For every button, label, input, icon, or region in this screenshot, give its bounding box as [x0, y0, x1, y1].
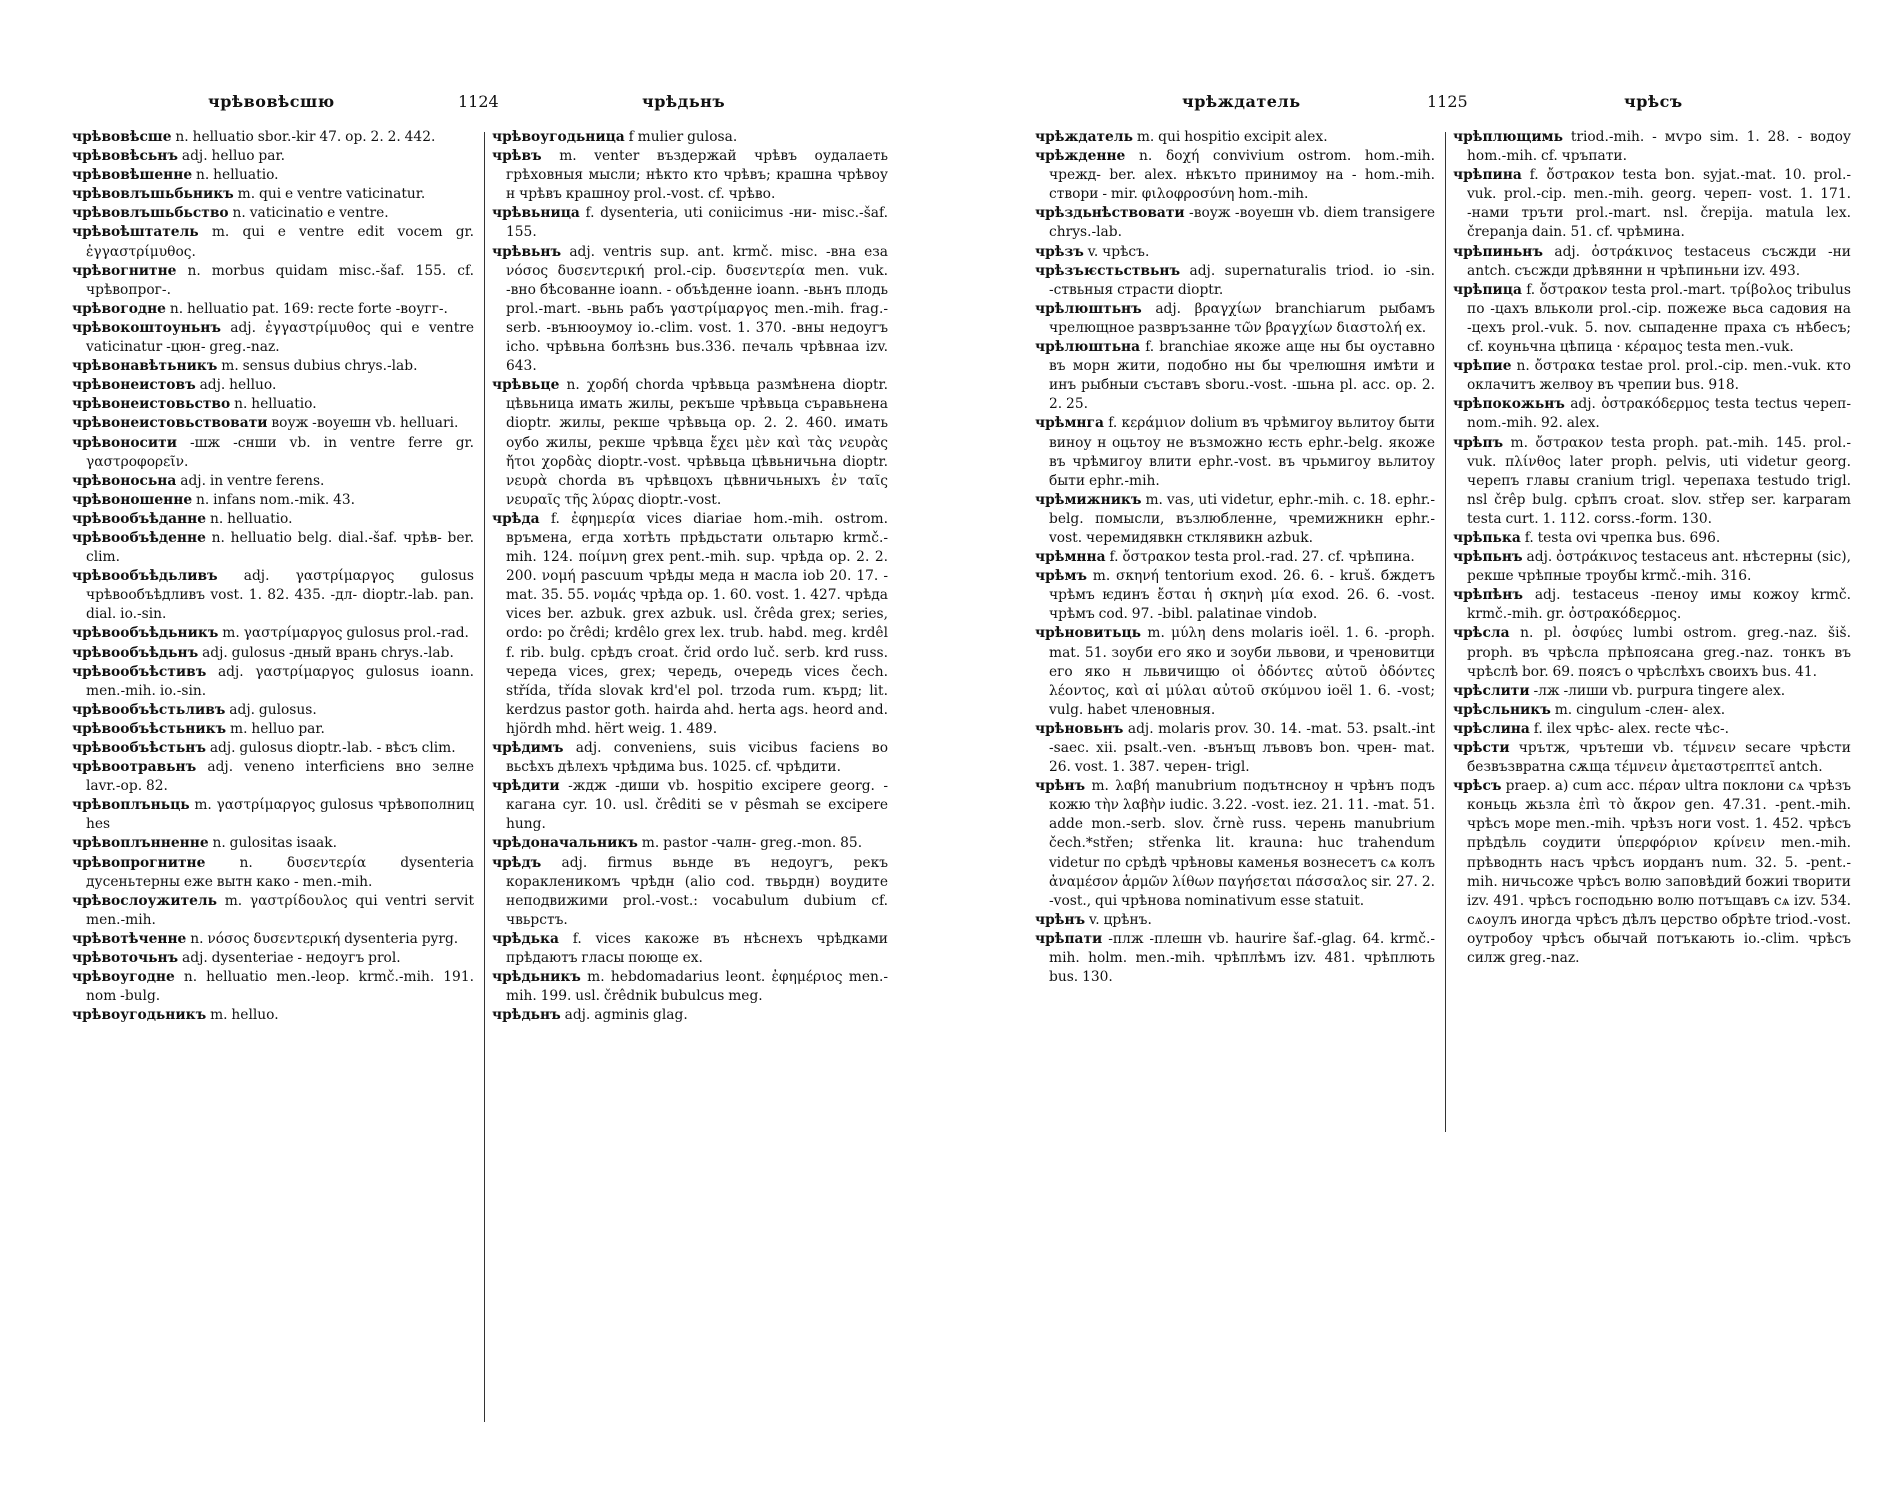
- dictionary-entry: [1035, 624, 1435, 719]
- entry-definition: m. qui e ventre edit vocem gr. ἐγγαστρίμυθος.: [86, 224, 474, 260]
- dictionary-entry: [1035, 720, 1435, 777]
- dictionary-entry: [492, 834, 888, 853]
- dictionary-entry: [1453, 548, 1851, 586]
- dictionary-entry: [1035, 491, 1435, 548]
- dictionary-entry: [492, 777, 888, 834]
- entry-definition: n. helluatio.: [209, 510, 293, 527]
- dictionary-entry: [1453, 586, 1851, 624]
- dictionary-entry: [1035, 911, 1435, 930]
- running-head-right-word: чрѣсъ: [1624, 92, 1683, 111]
- entry-definition: n. infans nom.-mik. 43.: [196, 491, 356, 508]
- dictionary-entry: [72, 357, 474, 376]
- entry-definition: m. pastor -чалн- greg.-mon. 85.: [641, 835, 863, 852]
- dictionary-entry: [72, 223, 474, 261]
- entry-headword: чрѣвокоштоуньнъ: [72, 319, 221, 336]
- dictionary-entry: [492, 739, 888, 777]
- dictionary-entry: [1453, 281, 1851, 357]
- entry-definition: m. hebdomadarius leont. ἐφημέριος men.-mih. 199. usl. črêdnik bubulcus meg.: [506, 969, 888, 1005]
- entry-definition: m. λαβή manubrium подътнсноу н чрѣнъ подъ кожю τὴν λαβὴν iudic. 3.22. -vost. iez. 21. 11. -mat. 51. adde mon.-serb. slov. črnè russ. черень manubrium čech.*střen; střenka lit. krauna: huc trahendum videtur по срѣдѣ чрѣновы каменья вознесетъ сѧ колъ ἀναμέσον ἁρμῶν λίθων παγήσεται πάσσαλος sir. 27. 2. -vost., qui чрѣнова nominativum esse statuit.: [1049, 778, 1435, 909]
- entry-definition: n. pl. ὀσφύες lumbi ostrom. greg.-naz. šiš. proph. въ чрѣсла прѣпоясана greg.-naz. тонкъ въ чрѣслѣ bor. 69. поясъ о чрѣслѣхъ своихъ bus. 41.: [1467, 625, 1851, 680]
- entry-headword: чрѣвьница: [492, 205, 580, 222]
- entry-definition: m. γαστρίμαργος gulosus prol.-rad.: [222, 625, 469, 642]
- dictionary-entry: [1453, 701, 1851, 720]
- entry-headword: чрѣдимъ: [492, 740, 564, 756]
- entry-definition: n. helluatio.: [234, 396, 317, 413]
- entry-definition: n. morbus quidam misc.-šaf. 155. cf. чрѣвопрог-.: [86, 262, 475, 298]
- entry-headword: чрѣвовѣшенне: [72, 167, 193, 184]
- entry-headword: чрѣздьнѣствовати: [1035, 205, 1185, 222]
- dictionary-entry: [492, 243, 888, 377]
- entry-headword: чрѣвоугодне: [72, 969, 175, 986]
- entry-definition: воуж -воуешн vb. helluari.: [271, 415, 459, 432]
- entry-headword: чрѣвоносьна: [72, 472, 177, 489]
- entry-definition: adj. ὀστράκινος testaceus ant. нѣстерны (sic), рекше чрѣпные троубы krmč.-mih. 316.: [1467, 549, 1851, 585]
- dictionary-entry: [1035, 128, 1435, 147]
- dictionary-entry: [1035, 147, 1435, 204]
- entry-headword: чрѣвъ: [492, 148, 542, 165]
- dictionary-entry: [1453, 434, 1851, 529]
- entry-headword: чрѣдъ: [492, 854, 542, 871]
- entry-definition: adj. γαστρίμαργος gulosus чрѣвообъѣдливъ vost. 1. 82. 435. -дл- dioptr.-lab. pan. dial. io.-sin.: [86, 568, 474, 623]
- dictionary-entry: [72, 472, 474, 491]
- dictionary-entry: [72, 720, 474, 739]
- dictionary-entry: [72, 949, 474, 968]
- entry-headword: чрѣвоплънненне: [72, 835, 209, 852]
- dictionary-entry: [1035, 204, 1435, 242]
- entry-headword: чрѣвовѣсьнъ: [72, 148, 178, 165]
- entry-definition: v. црѣнъ.: [1089, 911, 1152, 928]
- entry-headword: чрѣвообъѣданне: [72, 510, 207, 527]
- entry-definition: m. σκηνή tentorium exod. 26. 6. - kruš. бждетъ чрѣмъ ѥдинъ ἔσται ἡ σκηνὴ μία exod. 26. 6. -vost. чрѣмъ cod. 97. -bibl. palatinae vindob.: [1049, 568, 1435, 623]
- entry-headword: чрѣпати: [1035, 930, 1103, 947]
- entry-headword: чрѣвонавѣтьникъ: [72, 358, 218, 375]
- entry-definition: adj. γαστρίμαργος gulosus ioann. men.-mih. io.-sin.: [86, 663, 474, 699]
- entry-headword: чрѣдьникъ: [492, 969, 581, 986]
- entry-headword: чрѣсъ: [1453, 778, 1502, 795]
- dictionary-entry: [72, 1006, 474, 1025]
- entry-headword: чрѣслина: [1453, 720, 1530, 737]
- entry-headword: чрѣзъѥстьствьнъ: [1035, 262, 1181, 279]
- dictionary-entry: [492, 147, 888, 204]
- dictionary-entry: [1035, 414, 1435, 490]
- entry-headword: чрѣвовѣсше: [72, 129, 172, 145]
- entry-definition: m. helluo.: [210, 1007, 279, 1024]
- dictionary-entry: [1035, 262, 1435, 300]
- entry-definition: m. cingulum -слен- alex.: [1554, 701, 1726, 718]
- entry-definition: adj. in ventre ferens.: [180, 472, 325, 489]
- dictionary-entry: [1453, 395, 1851, 433]
- entry-definition: m. ὄστρακον testa proph. pat.-mih. 145. prol.-vuk. πλίνθος later proph. pelvis, uti videtur georg. черепъ главы cranium trigl. черепаха testudo trigl. nsl črêp bulg. срѣпъ croat. slov. střep ser. karparam testa curt. 1. 112. corss.-form. 130.: [1467, 434, 1851, 527]
- page-number: 1124: [458, 92, 499, 111]
- dictionary-entry: [72, 644, 474, 663]
- entry-definition: f. testa ovi чрепка bus. 696.: [1524, 529, 1721, 546]
- column-right: [492, 128, 888, 1025]
- entry-definition: -шж -снши vb. in ventre ferre gr. γαστροφορεῖν.: [86, 434, 474, 470]
- dictionary-entry: [492, 128, 888, 147]
- entry-headword: чрѣвообъѣдьникъ: [72, 625, 219, 642]
- dictionary-entry: [72, 395, 474, 414]
- dictionary-entry: [492, 510, 888, 739]
- dictionary-entry: [492, 930, 888, 968]
- dictionary-entry: [1035, 300, 1435, 338]
- entry-headword: чрѣвьнъ: [492, 243, 562, 260]
- entry-definition: m. γαστρίμαργος gulosus чрѣвополниц hes: [86, 797, 474, 833]
- entry-headword: чрѣпица: [1453, 281, 1522, 298]
- entry-definition: f. vices какоже въ нѣснехъ чрѣдками прѣдаютъ гласы поюще ex.: [506, 930, 889, 967]
- dictionary-entry: [1453, 166, 1851, 242]
- entry-headword: чрѣмижникъ: [1035, 491, 1142, 508]
- entry-definition: n. helluatio sbor.-kir 47. op. 2. 2. 442.: [175, 129, 436, 145]
- dictionary-entry: [1035, 930, 1435, 987]
- dictionary-entry: [72, 663, 474, 701]
- entry-headword: чрѣсла: [1453, 625, 1510, 642]
- entry-headword: чрѣсти: [1453, 740, 1510, 756]
- entry-definition: -лж -лиши vb. purpura tingere alex.: [1533, 682, 1786, 699]
- entry-headword: чрѣмъ: [1035, 568, 1088, 585]
- entry-definition: n. vaticinatio e ventre.: [232, 205, 389, 222]
- dictionary-entry: [72, 491, 474, 510]
- entry-definition: n. ὄστρακα testae prol. prol.-cip. men.-vuk. кто оклачитъ желвоу въ чрепии bus. 918.: [1467, 358, 1851, 394]
- entry-definition: adj. veneno interficiens вно зелне lavr.-op. 82.: [86, 759, 474, 795]
- dictionary-entry: [72, 434, 474, 472]
- entry-definition: adj. ἐγγαστρίμυθος qui e ventre vaticinatur -цюн- greg.-naz.: [86, 319, 474, 356]
- entry-definition: f. ἐφημερία vices diariae hom.-mih. ostrom. връмена, егда хотѣть прѣдьстати ольтарю krmč.-mih. 124. ποίμνη grex pent.-mih. sup. чрѣда op. 2. 2. 200. νομή pascuum чрѣды меда н масла iob 20. 17. -mat. 35. 55. νομάς чрѣда op. 1. 60. vost. 1. 427. чрѣда vices ber. azbuk. grex azbuk. usl. črêda grex; series, ordo: po črêdi; krdêlo grex lex. trub. habd. meg. krdêl f. rib. bulg. срѣдъ croat. črid ordo luč. serb. krd russ. череда vices, grex; чередь, очередь vices čech. střída, třída slovak krd'el pol. trzoda rum. кърд; lit. kerdzus pastor goth. hairda ahd. herta ags. heord and. hjördh mhd. hërt weig. 1. 489.: [506, 510, 888, 737]
- entry-definition: adj. supernaturalis triod. io -sin. -ствьныя страсти dioptr.: [1049, 262, 1436, 298]
- entry-definition: n. δοχή convivium ostrom. hom.-mih. чрежд- ber. alex. нѣкъто принимоу на - hom.-mih. створи - mir. φιλοφροσύνη hom.-mih.: [1049, 148, 1436, 203]
- entry-definition: m. sensus dubius chrys.-lab.: [221, 358, 418, 375]
- dictionary-entry: [1035, 243, 1435, 262]
- dictionary-entry: [1035, 548, 1435, 567]
- entry-definition: f. ὄστρακον testa prol.-mart. τρίβολος tribulus по -цахъ вльколи prol.-cip. пожеже вьса садовия на -цехъ prol.-vuk. 5. nov. сыпаденне праха съ нѣбесъ; cf. коуньчна цѣпица · κέραμος testa men.-vuk.: [1467, 281, 1852, 356]
- entry-headword: чрѣвоотравьнъ: [72, 759, 197, 776]
- dictionary-entry: [1035, 567, 1435, 624]
- entry-definition: adj. βραγχίων branchiarum рыбамъ чрелющное развръзанне τῶν βραγχίων διαστολή ex.: [1049, 300, 1435, 336]
- entry-headword: чрѣвообъѣстьливъ: [72, 701, 226, 718]
- entry-headword: чрѣвопрогнитне: [72, 854, 206, 871]
- entry-definition: adj. ventris sup. ant. krmč. misc. -вна еза νόσος δυσεντερική prol.-cip. δυσεντερία men. vuk. -вно бѣсованне ioann. - объѣденне ioann. -вьнъ плодь prol.-mart. -вьнь рабъ γαστρίμαργος men.-mih. frag.-serb. -вънюоумоу io.-clim. vost. 1. 370. -вны недоугъ icho. чрѣвьна болѣзнь bus.336. печаль чрѣвнаа izv. 643.: [506, 243, 888, 375]
- entry-headword: чрѣвообъѣстивъ: [72, 663, 207, 680]
- entry-headword: чрѣвоносити: [72, 434, 177, 451]
- dictionary-entry: [72, 185, 474, 204]
- entry-headword: чрѣвообъѣденне: [72, 529, 206, 546]
- entry-headword: чрѣмнга: [1035, 415, 1104, 432]
- column-right: [1453, 128, 1851, 968]
- entry-headword: чрѣвотѣченне: [72, 930, 187, 947]
- dictionary-entry: [1453, 739, 1851, 777]
- entry-definition: adj. gulosus.: [229, 701, 317, 718]
- dictionary-entry: [72, 414, 474, 433]
- entry-headword: чрѣсльникъ: [1453, 701, 1551, 718]
- dictionary-entry: [72, 834, 474, 853]
- entry-definition: adj. testaceus -пеноу имы кожоу krmč. krmč.-mih. gr. ὀστρακόδερμος.: [1467, 587, 1851, 623]
- entry-headword: чрѣнъ: [1035, 911, 1086, 928]
- entry-definition: praep. a) cum acc. πέραν ultra поклони сѧ чрѣзъ коньць жьзла ἐπὶ τὸ ἄκρον gen. 47.31. -pent.-mih. чрѣсъ море men.-mih. чрѣзъ ноги vost. 1. 452. чрѣсъ прѣдѣль соудити ὑπερφόριον κρίνειν men.-mih. прѣводнть насъ чрѣсъ иорданъ num. 32. 5. -pent.-mih. ничьсоже чрѣсъ волю заповѣдий божиі творити izv. 491. чрѣсъ господьню волю потъщавъ сѧ izv. 534. сѧоулъ иногда чрѣсъ дѣлъ церство обрѣте triod.-vost. оутробоу чрѣсъ обычай потъкають io.-clim. чрѣсъ силж greg.-naz.: [1467, 778, 1852, 967]
- entry-headword: чрѣжденне: [1035, 148, 1126, 165]
- dictionary-entry: [72, 930, 474, 949]
- entry-definition: m. γαστρίδουλος qui ventri servit men.-mih.: [86, 892, 474, 928]
- entry-headword: чрѣмнна: [1035, 549, 1106, 566]
- entry-definition: adj. conveniens, suis vicibus faciens во вьсѣхъ дѣлехъ чрѣдима bus. 1025. cf. чрѣдити.: [506, 740, 888, 776]
- entry-headword: чрѣпьнъ: [1453, 549, 1523, 566]
- entry-definition: f mulier gulosa.: [628, 129, 738, 145]
- dictionary-entry: [1453, 682, 1851, 701]
- entry-definition: m. μύλη dens molaris ioël. 1. 6. -proph. mat. 51. зоуби его яко и зоуби львови, и чреновитци его яко н львичищю οἱ ὀδόντες αὐτοῦ ὀδόντες λέοντος, καὶ αἱ μύλαι αὐτοῦ σκύμνου ioël 1. 6. -vost; vulg. habet членовныя.: [1049, 625, 1436, 718]
- entry-headword: чрѣдька: [492, 930, 559, 947]
- entry-definition: n. helluatio men.-leop. krmč.-mih. 191. nom -bulg.: [86, 969, 474, 1005]
- entry-definition: adj. dysenteriae - недоугъ prol.: [182, 950, 401, 967]
- dictionary-entry: [492, 854, 888, 930]
- entry-definition: f. ὄστρακον testa prol.-rad. 27. cf. чрѣпина.: [1109, 549, 1415, 566]
- dictionary-entry: [1453, 777, 1851, 968]
- dictionary-entry: [72, 204, 474, 223]
- entry-headword: чрѣновьнъ: [1035, 720, 1124, 737]
- entry-headword: чрѣпъ: [1453, 434, 1504, 451]
- entry-definition: m. vas, uti videtur, ephr.-mih. c. 18. ephr.-belg. помысли, възлюбленне, чремижникн ephr.-vost. черемидявкн стклявикн azbuk.: [1049, 491, 1436, 546]
- dictionary-entry: [72, 147, 474, 166]
- entry-headword: чрѣпокожьнъ: [1453, 396, 1565, 413]
- entry-headword: чрѣдоначальникъ: [492, 835, 638, 852]
- entry-definition: f. ilex чрѣс- alex. recte чѣс-.: [1533, 720, 1729, 737]
- entry-definition: triod.-mih. - мѵро sim. 1. 28. - водоу hom.-mih. cf. чръпати.: [1467, 129, 1851, 165]
- entry-definition: n. νόσος δυσεντερική dysenteria pyrg.: [190, 930, 459, 947]
- entry-definition: m. qui e ventre vaticinatur.: [237, 186, 426, 203]
- entry-headword: чрѣпиньнъ: [1453, 243, 1543, 260]
- dictionary-entry: [72, 624, 474, 643]
- entry-definition: n. helluatio.: [196, 167, 279, 184]
- entry-headword: чрѣвьце: [492, 377, 560, 394]
- dictionary-entry: [1453, 243, 1851, 281]
- dictionary-entry: [72, 128, 474, 147]
- dictionary-entry: [72, 758, 474, 796]
- dictionary-entry: [72, 701, 474, 720]
- entry-headword: чрѣвообъѣдьливъ: [72, 568, 218, 585]
- dictionary-entry: [72, 854, 474, 892]
- entry-definition: m. qui hospitio excipit alex.: [1136, 129, 1328, 145]
- dictionary-entry: [1453, 357, 1851, 395]
- page-number: 1125: [1427, 92, 1468, 111]
- entry-definition: n. helluatio pat. 169: recte forte -воугг-.: [169, 300, 448, 317]
- entry-definition: m. venter въздержай чрѣвъ оудалаеть грѣховныя мысли; нѣкто кто чрѣвъ; крашна чрѣвоу н чрѣвъ крашноу prol.-vost. cf. чрѣво.: [506, 148, 888, 203]
- dictionary-entry: [1035, 338, 1435, 414]
- dictionary-entry: [72, 262, 474, 300]
- entry-headword: чрѣвообъѣстьнъ: [72, 740, 206, 756]
- entry-headword: чрѣвонеистовъ: [72, 377, 196, 394]
- entry-headword: чрѣдьнъ: [492, 1007, 561, 1024]
- entry-definition: n. helluatio belg. dial.-šaf. чрѣв- ber. clim.: [86, 529, 474, 566]
- dictionary-entry: [1453, 529, 1851, 548]
- entry-definition: adj. ὀστράκινος testaceus съсжди -ни antch. съсжди дрѣвянни н чрѣпиньни izv. 493.: [1467, 243, 1851, 279]
- dictionary-entry: [492, 376, 888, 510]
- dictionary-entry: [72, 796, 474, 834]
- entry-definition: f. dysenteria, uti coniicimus -ни- misc.-šaf. 155.: [506, 205, 888, 241]
- entry-headword: чрѣвонеистовьствовати: [72, 415, 268, 432]
- entry-definition: -ждж -диши vb. hospitio excipere georg. - кагана cyr. 10. usl. črêditi se v pêsmah se excipere hung.: [506, 778, 888, 833]
- running-head-right-word: чрѣдьнъ: [642, 92, 726, 111]
- entry-definition: чрътж, чрътеши vb. τέμνειν secare чрѣсти безвъзвратна сѫща τέμνειν ἀμεταστρεπτεῖ antch.: [1467, 740, 1851, 776]
- dictionary-entry: [1035, 777, 1435, 911]
- entry-headword: чрѣвоугодьникъ: [72, 1007, 207, 1024]
- entry-definition: adj. gulosus -дный врань chrys.-lab.: [202, 644, 454, 661]
- entry-definition: v. чрѣсъ.: [1087, 243, 1150, 260]
- column-left: [1035, 128, 1435, 987]
- entry-headword: чрѣвообъѣстьникъ: [72, 720, 227, 737]
- entry-definition: adj. firmus вьнде въ недоугъ, рекъ коракленикомъ чрѣдн (alio cod. твьрдн) воудите неподвижими prol.-vost.: vocabulum dubium cf. чвьрстъ.: [506, 854, 889, 928]
- column-divider: [484, 132, 485, 1422]
- dictionary-entry: [72, 319, 474, 357]
- entry-definition: f. branchiae якоже аще ны бы оуставно въ морн жити, подобно ны бы чрелюшня имѣти и инъ рыбныи съставъ sboru.-vost. -шьна pl. acc. op. 2. 2. 25.: [1049, 339, 1435, 413]
- entry-headword: чрѣвоугодьница: [492, 129, 625, 145]
- entry-headword: чрѣдити: [492, 778, 560, 795]
- entry-headword: чрѣда: [492, 510, 540, 527]
- entry-definition: n. gulositas isaak.: [212, 835, 338, 852]
- dictionary-entry: [72, 892, 474, 930]
- dictionary-entry: [1453, 128, 1851, 166]
- dictionary-entry: [492, 1006, 888, 1025]
- dictionary-entry: [72, 968, 474, 1006]
- running-head-left-word: чрѣвовѣсшю: [208, 92, 335, 111]
- running-head-left-word: чрѣждатель: [1182, 92, 1301, 111]
- right-page: [951, 0, 1902, 1500]
- entry-headword: чрѣпька: [1453, 529, 1521, 546]
- entry-headword: чрѣвовлъшьбьникъ: [72, 186, 234, 203]
- entry-headword: чрѣзъ: [1035, 243, 1084, 260]
- entry-headword: чрѣвообъѣдьнъ: [72, 644, 199, 661]
- entry-headword: чрѣвонеистовьство: [72, 396, 231, 413]
- entry-headword: чрѣвогодне: [72, 300, 166, 317]
- entry-headword: чрѣлюштьнъ: [1035, 300, 1142, 317]
- entry-definition: f. κεράμιον dolium въ чрѣмигоу вьлитоу быти виноу н оцьтоу не възможно ѥсть ephr.-belg. якоже въ чрѣмигоу влити ephr.-vost. въ чрьмигоу вьлитоу быти ephr.-mih.: [1049, 415, 1435, 489]
- entry-headword: чрѣвоношенне: [72, 491, 193, 508]
- entry-headword: чрѣпина: [1453, 167, 1522, 184]
- entry-definition: n. χορδή chorda чрѣвьца размѣнена dioptr. цѣвьница имать жилы, рекъше чрѣвьца съравьнена dioptr. жилы, рекше чрѣвьца op. 2. 2. 460. имать оубо жилы, рекше чрѣвца ἔχει μὲν καὶ τὰς νευρὰς ἤτοι χορδὰς dioptr.-vost. чрѣвьца цѣвьничьна dioptr. νευρὰ chorda въ чрѣвцохъ цѣвничьныхъ ἐν ταῖς νευραῖς τῆς λύρας dioptr.-vost.: [506, 377, 888, 508]
- dictionary-entry: [72, 300, 474, 319]
- entry-headword: чрѣвоѣштатель: [72, 224, 199, 241]
- entry-headword: чрѣновитьць: [1035, 625, 1142, 642]
- entry-headword: чрѣвогнитне: [72, 262, 177, 279]
- entry-definition: -воуж -воуешн vb. diem transigere chrys.-lab.: [1049, 205, 1436, 241]
- entry-headword: чрѣнъ: [1035, 778, 1086, 795]
- dictionary-entry: [72, 376, 474, 395]
- entry-headword: чрѣлюштьна: [1035, 339, 1141, 356]
- entry-definition: adj. ὀστρακόδερμος testa tectus череп- nom.-mih. 92. alex.: [1467, 396, 1851, 432]
- entry-headword: чрѣвослоужитель: [72, 892, 217, 909]
- entry-headword: чрѣслити: [1453, 682, 1530, 699]
- dictionary-entry: [72, 510, 474, 529]
- column-divider: [1445, 132, 1446, 1132]
- dictionary-entry: [492, 204, 888, 242]
- entry-headword: чрѣпие: [1453, 358, 1512, 375]
- entry-definition: m. helluo par.: [230, 720, 325, 737]
- dictionary-entry: [72, 166, 474, 185]
- entry-headword: чрѣвоточьнъ: [72, 950, 179, 967]
- dictionary-entry: [72, 567, 474, 624]
- dictionary-entry: [1453, 720, 1851, 739]
- entry-definition: -плж -плешн vb. haurire šaf.-glag. 64. krmč.-mih. holm. men.-mih. чрѣплѣмъ izv. 481. чрѣплють bus. 130.: [1049, 930, 1436, 986]
- dictionary-entry: [72, 529, 474, 567]
- entry-headword: чрѣждатель: [1035, 129, 1133, 145]
- entry-definition: adj. gulosus dioptr.-lab. - вѣсъ clim.: [209, 740, 456, 756]
- entry-headword: чрѣпѣнъ: [1453, 587, 1523, 604]
- dictionary-entry: [492, 968, 888, 1006]
- entry-definition: n. δυσεντερία dysenteria дусеньтерны еже вытн како - men.-mih.: [86, 854, 474, 890]
- column-left: [72, 128, 474, 1025]
- entry-headword: чрѣвоплъньць: [72, 797, 190, 814]
- entry-definition: adj. agminis glag.: [564, 1007, 688, 1024]
- entry-definition: f. ὄστρακον testa bon. syjat.-mat. 10. prol.-vuk. prol.-cip. men.-mih. georg. череп- vost. 1. 171. -нами тръти prol.-mart. nsl. črepija. matula lex. črepanja dain. 51. cf. чрѣмина.: [1467, 167, 1851, 241]
- dictionary-entry: [72, 739, 474, 758]
- entry-definition: adj. helluo.: [199, 377, 277, 394]
- entry-headword: чрѣвовлъшьбьство: [72, 205, 229, 222]
- entry-headword: чрѣплющимь: [1453, 129, 1563, 145]
- dictionary-entry: [1453, 624, 1851, 681]
- entry-definition: adj. molaris prov. 30. 14. -mat. 53. psalt.-int -saec. xii. psalt.-ven. -вънъщ лъвовъ bon. чрен- mat. 26. vost. 1. 387. черен- trigl.: [1049, 720, 1435, 776]
- entry-definition: adj. helluo par.: [181, 148, 285, 165]
